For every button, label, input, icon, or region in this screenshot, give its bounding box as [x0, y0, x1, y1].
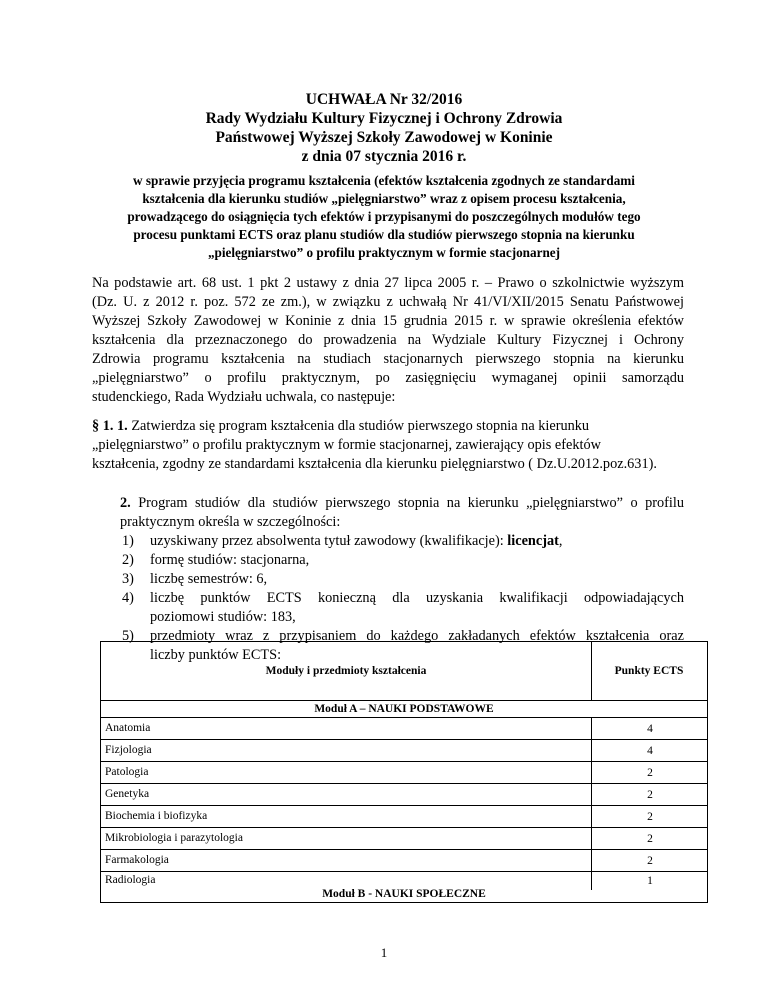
preamble-line: kształcenia dla przeznaczonego do prowadzenia na Wydziale Kultury Fizycznej i Ochrony: [92, 332, 684, 348]
table-row: [101, 805, 707, 828]
table-row: [101, 761, 707, 784]
list-item: [120, 570, 684, 589]
table-row: [101, 717, 707, 740]
title-line: UCHWAŁA Nr 32/2016: [305, 91, 463, 108]
ects-cell: 2: [591, 762, 708, 784]
section-1-text: Zatwierdza się program kształcenia dla studiów pierwszego stopnia na kierunku: [127, 418, 590, 434]
table-row: [101, 739, 707, 762]
list-item-text-part: uzyskiwany przez absolwenta tytuł zawodowy (kwalifikacje):: [150, 533, 508, 549]
title-line: Państwowej Wyższej Szkoły Zawodowej w Koninie: [215, 129, 553, 146]
module-a-header: Moduł A – NAUKI PODSTAWOWE: [101, 700, 707, 718]
preamble-line: „pielęgniarstwo” o profilu praktycznym, po zasięgnięciu wymaganej opinii samorządu: [92, 370, 684, 386]
degree-title: licencjat: [507, 533, 559, 549]
resolution-subject: [95, 172, 673, 262]
subject-cell: Fizjologia: [105, 744, 152, 756]
module-b-header: Moduł B - NAUKI SPOŁECZNE: [322, 888, 486, 900]
list-item-text: [150, 532, 684, 551]
list-item-number: 3): [122, 571, 134, 587]
list-item-number: 5): [122, 628, 134, 644]
subject-cell: Genetyka: [105, 788, 150, 800]
column-header-modules: Moduły i przedmioty kształcenia: [101, 642, 592, 700]
section-1-line: „pielęgniarstwo” o profilu praktycznym w formie stacjonarnej, zawierający opis efektów: [92, 437, 601, 453]
subject-cell: Biochemia i biofizyka: [105, 810, 208, 822]
preamble-line: studenckiego, Rada Wydziału uchwala, co następuje:: [92, 389, 396, 405]
subject-line: w sprawie przyjęcia programu kształcenia (efektów kształcenia zgodnych ze standardami: [133, 173, 635, 188]
ects-cell: 2: [591, 828, 708, 850]
table-row: [101, 827, 707, 850]
list-item: [120, 589, 684, 627]
title-line: z dnia 07 stycznia 2016 r.: [301, 148, 467, 165]
ects-cell: 2: [591, 806, 708, 828]
page-number: 1: [380, 945, 388, 960]
section-2-line: [120, 494, 684, 513]
section-1-line: [92, 417, 692, 436]
preamble-line: (Dz. U. z 2012 r. poz. 572 ze zm.), w związku z uchwałą Nr 41/VI/XII/2015 Senatu Państwowej: [92, 294, 684, 310]
list-item-text: liczby punktów ECTS:: [150, 647, 282, 663]
subject-line: „pielęgniarstwo” o profilu praktycznym w formie stacjonarnej: [207, 245, 561, 260]
section-1-paragraph: [92, 417, 692, 474]
subject-cell: Farmakologia: [105, 854, 169, 866]
subject-line: kształcenia dla kierunku studiów „pielęgniarstwo” wraz z opisem procesu kształcenia,: [142, 191, 626, 206]
subject-cell: Anatomia: [105, 722, 151, 734]
preamble-line: Wyższej Szkoły Zawodowej w Koninie z dnia 15 grudnia 2015 r. w sprawie określenia efektów: [92, 313, 684, 329]
section-2-text: Program studiów dla studiów pierwszego stopnia na kierunku „pielęgniarstwo” o profilu: [130, 495, 684, 511]
ects-table: [100, 641, 708, 903]
subject-cell: Mikrobiologia i parazytologia: [105, 832, 243, 844]
column-header-ects: Punkty ECTS: [614, 665, 684, 677]
ects-cell: 2: [591, 784, 708, 806]
ects-cell: 4: [591, 718, 708, 740]
ects-cell: 2: [591, 850, 708, 872]
ects-cell: 1: [591, 872, 708, 890]
list-item-text: liczbę semestrów: 6,: [150, 571, 268, 587]
resolution-title: [0, 90, 768, 166]
section-1-label: § 1. 1.: [92, 418, 128, 434]
section-2-label: 2.: [120, 495, 131, 511]
preamble-line: Na podstawie art. 68 ust. 1 pkt 2 ustawy z dnia 27 lipca 2005 r. – Prawo o szkolnictwie wyższym: [92, 275, 684, 291]
list-item: [120, 551, 684, 570]
list-item-text: liczbę punktów ECTS konieczną dla uzyskania kwalifikacji odpowiadających: [150, 590, 684, 606]
title-line: Rady Wydziału Kultury Fizycznej i Ochrony Zdrowia: [205, 110, 563, 127]
list-item-number: 4): [122, 590, 134, 606]
section-2-paragraph: [120, 494, 684, 532]
list-item: [120, 532, 684, 551]
list-item-text: przedmioty wraz z przypisaniem do każdego zakładanych efektów kształcenia oraz: [150, 628, 684, 644]
list-item-text: formę studiów: stacjonarna,: [150, 552, 310, 568]
subject-cell: Radiologia: [105, 874, 156, 886]
subject-line: procesu punktami ECTS oraz planu studiów dla studiów pierwszego stopnia na kierunku: [133, 227, 635, 242]
section-1-line: kształcenia, zgodny ze standardami kształcenia dla kierunku pielęgniarstwo ( Dz.U.2012.poz.631).: [92, 456, 657, 472]
subject-cell: Patologia: [105, 766, 149, 778]
preamble-paragraph: [92, 274, 684, 407]
section-2-line: praktycznym określa w szczególności:: [120, 514, 341, 530]
table-row: [101, 783, 707, 806]
ects-cell: 4: [591, 740, 708, 762]
subject-line: prowadzącego do osiągnięcia tych efektów i przypisanymi do poszczególnych modułów tego: [127, 209, 641, 224]
table-row: [101, 849, 707, 872]
list-item-text-part: ,: [558, 533, 563, 549]
preamble-line: Zdrowia programu kształcenia na studiach stacjonarnych pierwszego stopnia na kierunku: [92, 351, 684, 367]
list-item-number: 2): [122, 552, 134, 568]
list-item-text: poziomowi studiów: 183,: [150, 609, 296, 625]
list-item-number: 1): [122, 533, 134, 549]
